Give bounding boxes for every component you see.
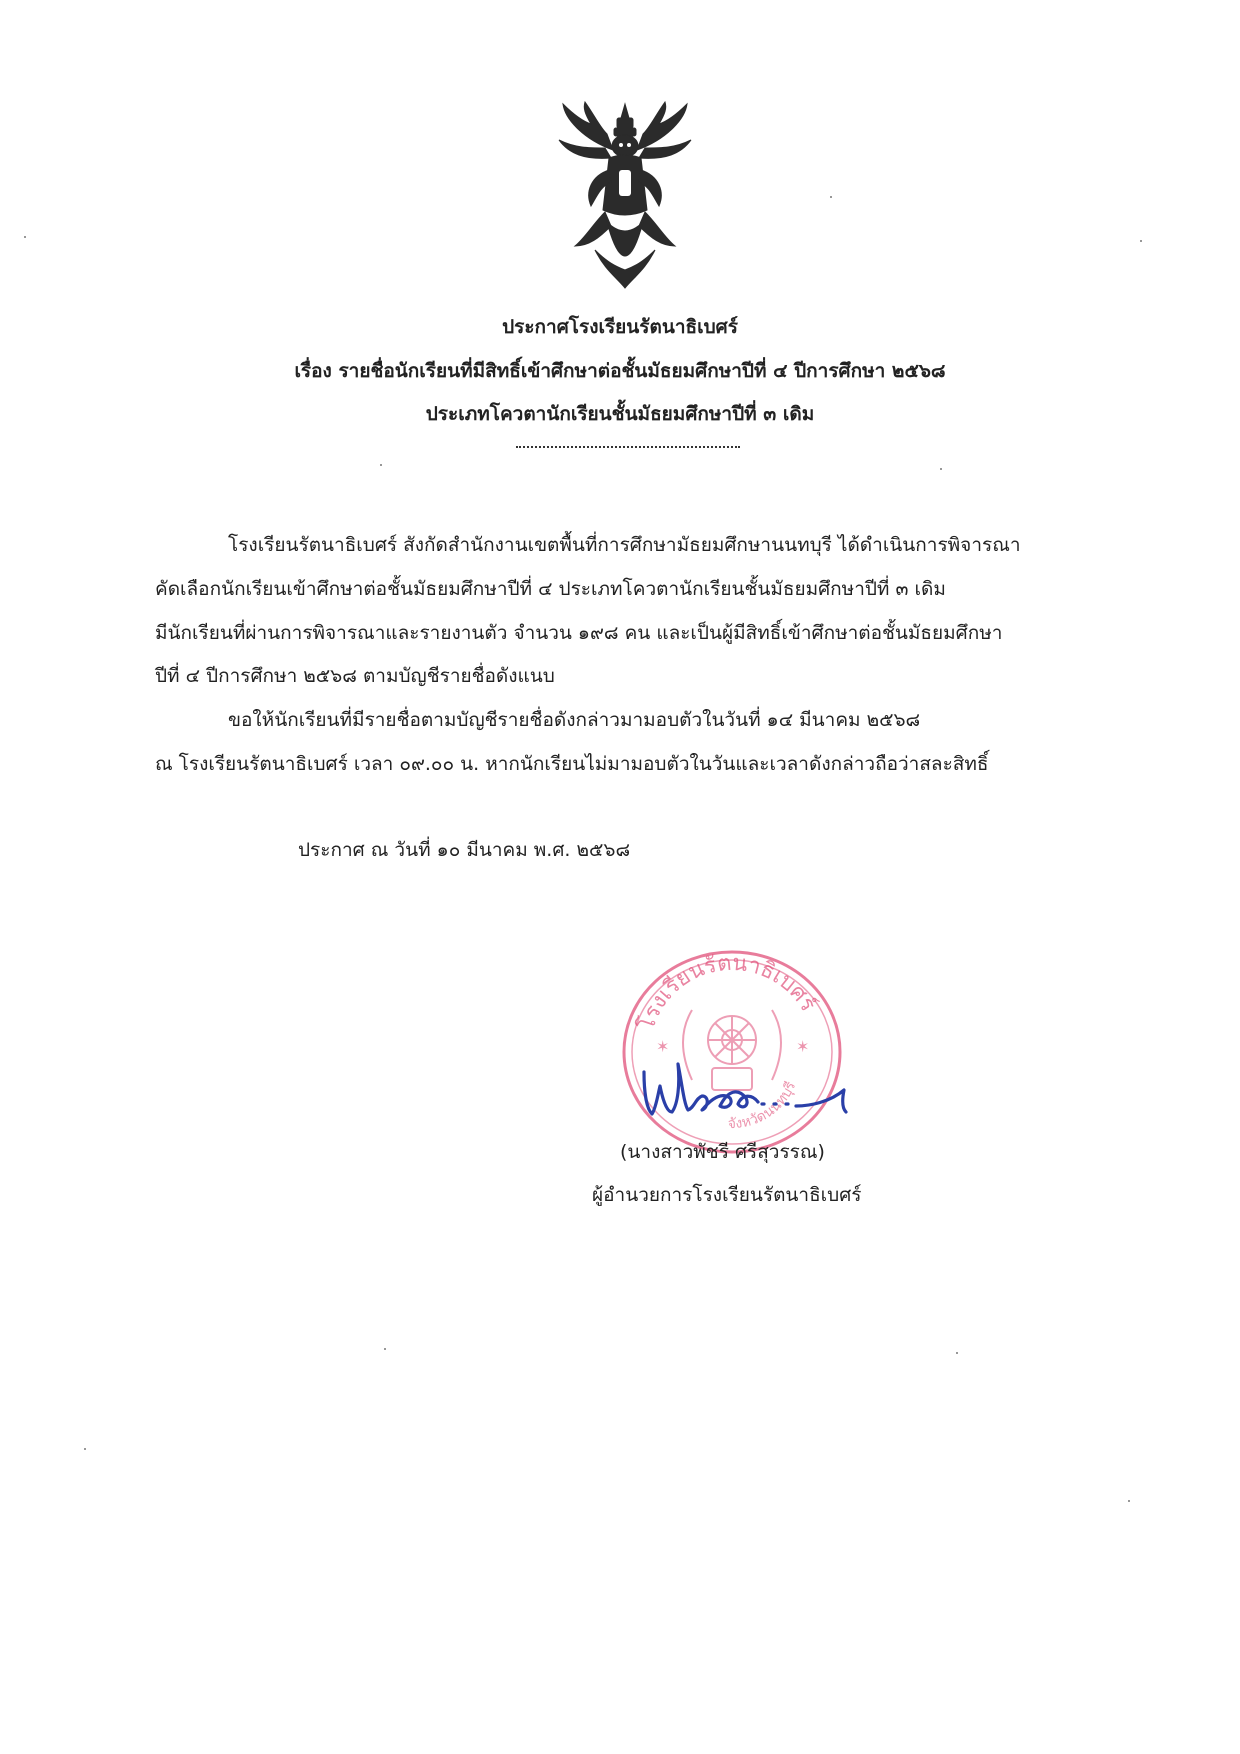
scan-speck (940, 468, 942, 470)
announce-date: ประกาศ ณ วันที่ ๑๐ มีนาคม พ.ศ. ๒๕๖๘ (298, 839, 631, 861)
body-line: ปีที่ ๔ ปีการศึกษา ๒๕๖๘ ตามบัญชีรายชื่อดังแนบ (155, 665, 555, 687)
seal-text-top: โรงเรียนรัตนาธิเบศร์ (634, 950, 821, 1034)
scan-speck (1128, 1500, 1130, 1502)
scan-speck (1140, 240, 1142, 242)
announcement-title: ประกาศโรงเรียนรัตนาธิเบศร์ (502, 316, 738, 338)
signer-title: ผู้อำนวยการโรงเรียนรัตนาธิเบศร์ (592, 1184, 862, 1206)
scan-speck (24, 236, 26, 238)
signer-name: (นางสาวพัชรี ศรีสุวรรณ) (620, 1141, 825, 1163)
svg-text:✶: ✶ (656, 1037, 670, 1056)
body-line: มีนักเรียนที่ผ่านการพิจารณาและรายงานตัว จำนวน ๑๙๘ คน และเป็นผู้มีสิทธิ์เข้าศึกษาต่อชั้นมัธยมศึกษา (155, 622, 1003, 644)
dotted-divider (516, 446, 740, 448)
body-line: ขอให้นักเรียนที่มีรายชื่อตามบัญชีรายชื่อดังกล่าวมามอบตัวในวันที่ ๑๔ มีนาคม ๒๕๖๘ (228, 709, 921, 731)
body-line: ณ โรงเรียนรัตนาธิเบศร์ เวลา ๐๙.๐๐ น. หากนักเรียนไม่มามอบตัวในวันและเวลาดังกล่าวถือว่าสละสิทธิ์ (155, 753, 989, 775)
scan-speck (384, 1348, 386, 1350)
scan-speck (830, 196, 832, 198)
seal-text-bottom: จังหวัดนนทบุรี (727, 1079, 800, 1133)
scan-speck (84, 1448, 86, 1450)
announcement-category: ประเภทโควตานักเรียนชั้นมัธยมศึกษาปีที่ ๓ เดิม (425, 403, 815, 425)
scan-speck (380, 464, 382, 466)
svg-text:✶: ✶ (796, 1037, 810, 1056)
announcement-subject: เรื่อง รายชื่อนักเรียนที่มีสิทธิ์เข้าศึกษาต่อชั้นมัธยมศึกษาปีที่ ๔ ปีการศึกษา ๒๕๖๘ (294, 360, 946, 382)
scan-speck (956, 1352, 958, 1354)
garuda-emblem-icon (555, 100, 695, 290)
signature-icon (630, 1050, 880, 1133)
body-line: คัดเลือกนักเรียนเข้าศึกษาต่อชั้นมัธยมศึกษาปีที่ ๔ ประเภทโควตานักเรียนชั้นมัธยมศึกษาปีที่ ๓ เดิม (155, 578, 946, 600)
body-line: โรงเรียนรัตนาธิเบศร์ สังกัดสำนักงานเขตพื้นที่การศึกษามัธยมศึกษานนทบุรี ได้ดำเนินการพิจารณา (228, 534, 1021, 556)
